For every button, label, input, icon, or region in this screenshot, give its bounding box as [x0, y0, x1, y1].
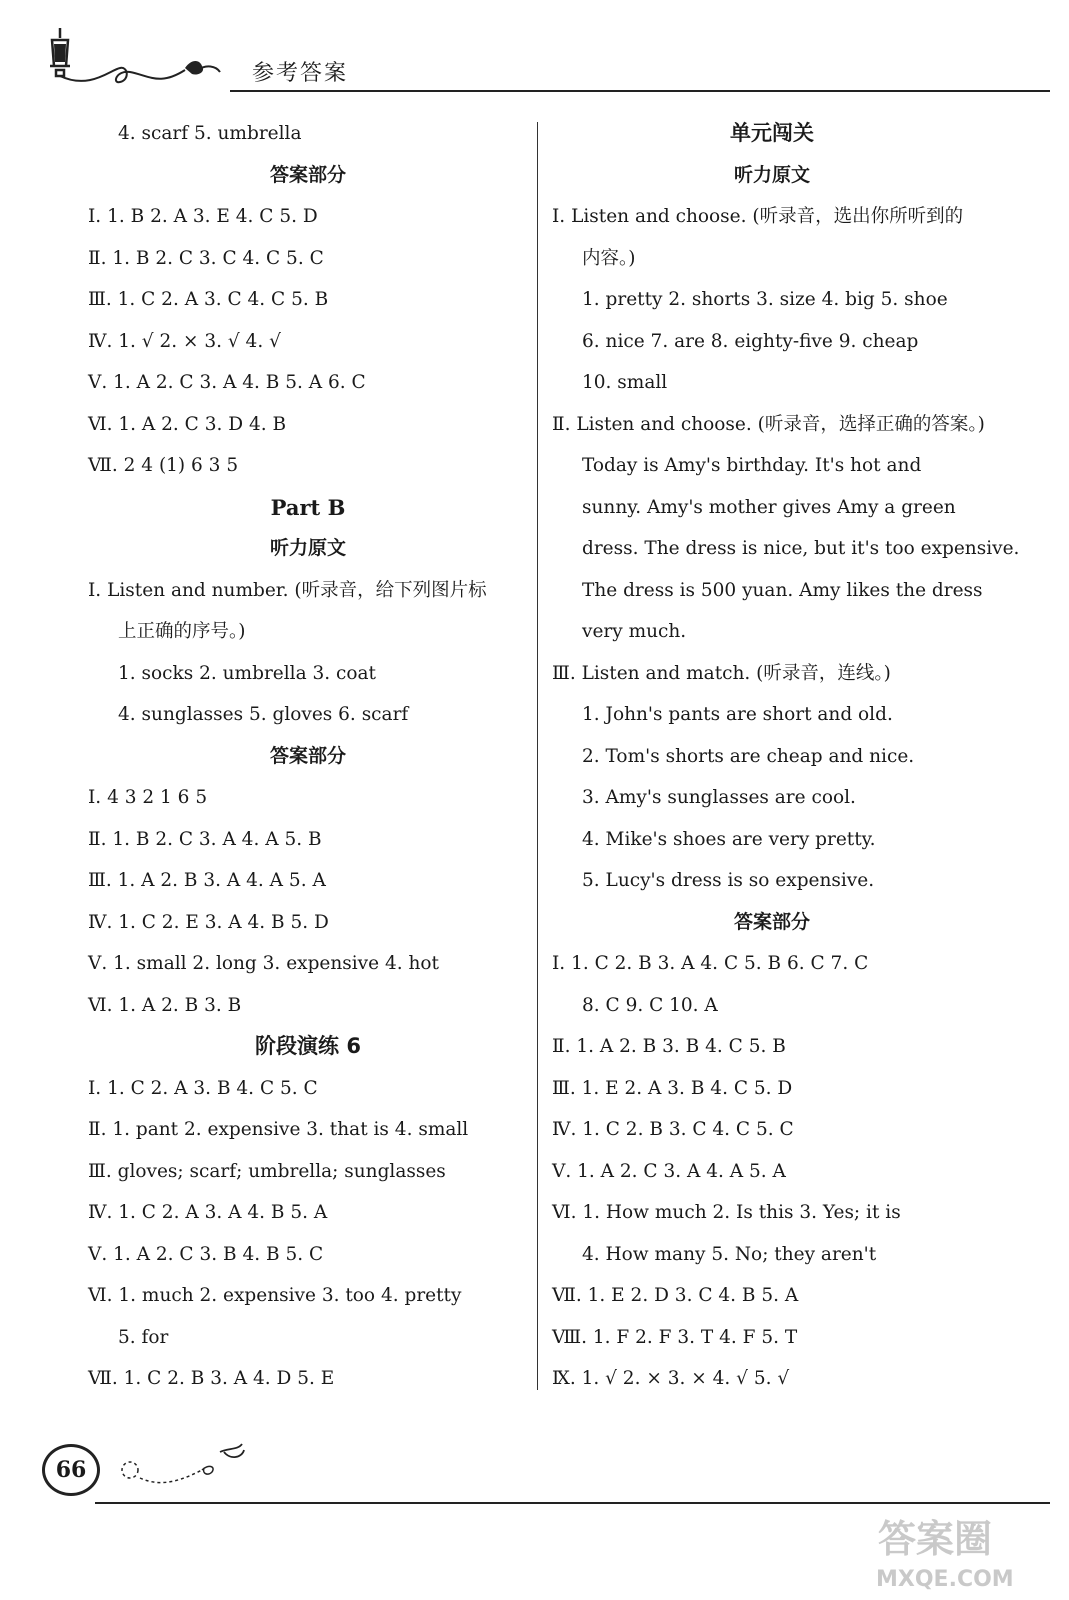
answer-line: Ⅲ. 1. C 2. A 3. C 4. C 5. B — [88, 289, 329, 310]
lantern-vine-icon — [20, 10, 260, 110]
answer-line: 4. scarf 5. umbrella — [118, 123, 302, 144]
answer-line: The dress is 500 yuan. Amy likes the dress — [582, 579, 983, 601]
answer-line: 内容。) — [582, 247, 636, 269]
answer-line: 1. pretty 2. shorts 3. size 4. big 5. shoe — [582, 289, 948, 310]
section-heading: 答案部分 — [269, 744, 346, 767]
answer-line: Ⅴ. 1. A 2. C 3. A 4. A 5. A — [552, 1160, 786, 1182]
answer-line: Ⅵ. 1. A 2. B 3. B — [88, 994, 242, 1016]
answer-line: Ⅲ. 1. A 2. B 3. A 4. A 5. A — [88, 870, 326, 891]
answer-line: 上正确的序号。) — [118, 621, 246, 642]
answer-line: Ⅵ. 1. much 2. expensive 3. too 4. pretty — [88, 1285, 462, 1306]
answer-line: Ⅱ. Listen and choose. (听录音，选择正确的答案。) — [552, 413, 985, 435]
answer-line: Ⅱ. 1. A 2. B 3. B 4. C 5. B — [552, 1036, 786, 1057]
section-heading: 听力原文 — [733, 163, 810, 186]
answer-line: Ⅱ. 1. pant 2. expensive 3. that is 4. small — [88, 1119, 469, 1140]
answer-line: Ⅸ. 1. √ 2. × 3. × 4. √ 5. √ — [552, 1368, 790, 1389]
bird-trail-icon — [112, 1430, 272, 1500]
answer-line: Ⅲ. gloves; scarf; umbrella; sunglasses — [88, 1160, 446, 1182]
answer-line: 1. socks 2. umbrella 3. coat — [118, 662, 376, 684]
answer-line: Ⅱ. 1. B 2. C 3. C 4. C 5. C — [88, 247, 324, 269]
answer-line: Ⅰ. Listen and choose. (听录音，选出你所听到的 — [552, 206, 964, 227]
answer-line: Today is Amy's birthday. It's hot and — [582, 455, 922, 476]
answer-line: Ⅰ. 1. C 2. B 3. A 4. C 5. B 6. C 7. C — [552, 953, 869, 974]
answer-line: Ⅶ. 2 4 (1) 6 3 5 — [88, 455, 239, 476]
answer-line: 2. Tom's shorts are cheap and nice. — [582, 745, 915, 767]
answer-line: 3. Amy's sunglasses are cool. — [582, 787, 856, 808]
answer-line: Ⅶ. 1. E 2. D 3. C 4. B 5. A — [552, 1285, 799, 1306]
answer-line: Ⅴ. 1. small 2. long 3. expensive 4. hot — [88, 953, 439, 974]
header-rule — [230, 90, 1050, 92]
section-heading: 单元闯关 — [730, 121, 814, 145]
answer-line: Ⅲ. Listen and match. (听录音，连线。) — [552, 662, 891, 684]
column-divider — [537, 122, 538, 1390]
answer-line: 1. John's pants are short and old. — [582, 704, 893, 725]
footer-rule — [95, 1502, 1050, 1504]
page-number: 66 — [42, 1444, 100, 1496]
answer-line: Ⅳ. 1. C 2. A 3. A 4. B 5. A — [88, 1202, 328, 1223]
answer-line: sunny. Amy's mother gives Amy a green — [582, 496, 956, 518]
answer-line: Ⅲ. 1. E 2. A 3. B 4. C 5. D — [552, 1077, 793, 1099]
answer-line: 5. for — [118, 1326, 169, 1348]
left-column — [88, 113, 528, 1400]
section-heading: 答案部分 — [733, 910, 810, 933]
section-heading: 答案部分 — [269, 163, 346, 186]
answer-line: 10. small — [582, 372, 668, 393]
answer-line: Ⅳ. 1. √ 2. × 3. √ 4. √ — [88, 330, 281, 352]
answer-line: dress. The dress is nice, but it's too expensive. — [582, 538, 1020, 559]
answer-line: Ⅳ. 1. C 2. E 3. A 4. B 5. D — [88, 911, 329, 933]
section-heading: 听力原文 — [269, 537, 346, 559]
header-title: 参考答案 — [252, 61, 349, 86]
svg-text:答案圈: 答案圈 — [878, 1517, 993, 1561]
page-footer — [0, 1410, 1069, 1600]
answer-line: 4. sunglasses 5. gloves 6. scarf — [118, 704, 409, 725]
answer-line: Ⅰ. 4 3 2 1 6 5 — [88, 787, 208, 808]
answer-line: 4. Mike's shoes are very pretty. — [582, 828, 876, 850]
answer-line: Ⅰ. 1. C 2. A 3. B 4. C 5. C — [88, 1077, 318, 1099]
answer-line: 4. How many 5. No; they aren't — [582, 1243, 877, 1265]
answer-line: Ⅴ. 1. A 2. C 3. B 4. B 5. C — [88, 1243, 324, 1265]
page-header — [0, 0, 1069, 110]
answer-line: Ⅶ. 1. C 2. B 3. A 4. D 5. E — [88, 1368, 335, 1389]
answer-line: Ⅰ. 1. B 2. A 3. E 4. C 5. D — [88, 206, 318, 227]
answer-line: Ⅷ. 1. F 2. F 3. T 4. F 5. T — [552, 1326, 798, 1348]
answer-line: Ⅳ. 1. C 2. B 3. C 4. C 5. C — [552, 1119, 794, 1140]
answer-line: Ⅴ. 1. A 2. C 3. A 4. B 5. A 6. C — [88, 372, 366, 393]
answer-line: Ⅵ. 1. A 2. C 3. D 4. B — [88, 413, 287, 435]
svg-text:MXQE.COM: MXQE.COM — [876, 1567, 1014, 1592]
watermark-logo — [870, 1510, 1060, 1592]
section-heading: 阶段演练 6 — [255, 1034, 361, 1058]
answer-line: very much. — [582, 621, 687, 642]
answer-line: Ⅵ. 1. How much 2. Is this 3. Yes; it is — [552, 1202, 901, 1223]
answer-line: Ⅰ. Listen and number. (听录音，给下列图片标 — [88, 579, 487, 601]
answer-line: 5. Lucy's dress is so expensive. — [582, 870, 875, 891]
answer-line: 6. nice 7. are 8. eighty-five 9. cheap — [582, 330, 919, 352]
answer-line: Ⅱ. 1. B 2. C 3. A 4. A 5. B — [88, 828, 322, 850]
answer-line: 8. C 9. C 10. A — [582, 994, 718, 1016]
right-column — [552, 113, 1020, 1400]
section-heading: Part B — [270, 494, 346, 520]
